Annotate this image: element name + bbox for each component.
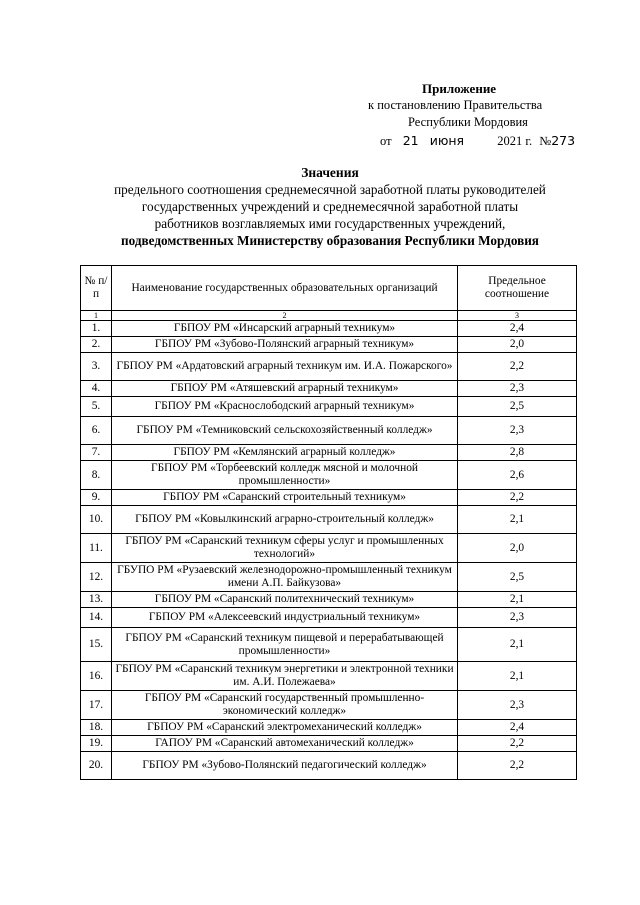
row-number: 20.	[81, 752, 112, 780]
table-row	[81, 720, 577, 736]
row-organization: ГБПОУ РМ «Саранский техникум энергетики и электронной техники им. А.И. Полежаева»	[112, 662, 458, 691]
date-prefix: от	[380, 134, 392, 148]
row-number: 10.	[81, 506, 112, 534]
row-number: 16.	[81, 662, 112, 691]
table-row	[81, 490, 577, 506]
table-row	[81, 397, 577, 417]
col-index-3: 3	[458, 311, 577, 321]
row-ratio: 2,2	[458, 752, 577, 780]
appendix-title: Приложение	[422, 81, 497, 96]
row-organization: ГБПОУ РМ «Темниковский сельскохозяйственный колледж»	[112, 417, 458, 445]
table-row	[81, 662, 577, 691]
row-number: 13.	[81, 592, 112, 608]
table-row	[81, 353, 577, 381]
row-ratio: 2,3	[458, 381, 577, 397]
row-ratio: 2,8	[458, 445, 577, 461]
row-organization: ГБПОУ РМ «Зубово-Полянский аграрный техникум»	[112, 337, 458, 353]
table-row	[81, 608, 577, 628]
row-organization: ГБПОУ РМ «Инсарский аграрный техникум»	[112, 321, 458, 337]
decree-month: июня	[429, 133, 465, 148]
row-ratio: 2,4	[458, 720, 577, 736]
row-organization: ГБПОУ РМ «Ковылкинский аграрно-строительный колледж»	[112, 506, 458, 534]
column-index-row	[81, 311, 577, 321]
appendix-line-2: Республики Мордовия	[408, 115, 528, 129]
row-ratio: 2,5	[458, 397, 577, 417]
decree-date-line	[362, 132, 612, 150]
row-ratio: 2,3	[458, 417, 577, 445]
table-row	[81, 592, 577, 608]
row-organization: ГБПОУ РМ «Саранский электромеханический колледж»	[112, 720, 458, 736]
decree-year: 2021 г.	[497, 134, 533, 148]
row-ratio: 2,1	[458, 506, 577, 534]
row-ratio: 2,1	[458, 592, 577, 608]
header-ratio: Предельное соотношение	[458, 266, 577, 311]
row-organization: ГБПОУ РМ «Саранский техникум сферы услуг и промышленных технологий»	[112, 534, 458, 563]
row-number: 1.	[81, 321, 112, 337]
row-number: 14.	[81, 608, 112, 628]
row-number: 6.	[81, 417, 112, 445]
header-organization: Наименование государственных образовательных организаций	[112, 266, 458, 311]
table-row	[81, 417, 577, 445]
heading-title: Значения	[301, 165, 359, 180]
decree-number: 273	[551, 133, 576, 148]
table-row	[81, 628, 577, 662]
table-header-row	[81, 266, 577, 311]
row-organization: ГБПОУ РМ «Саранский строительный техникум»	[112, 490, 458, 506]
row-organization: ГБУПО РМ «Рузаевский железнодорожно-промышленный техникум имени А.П. Байкузова»	[112, 563, 458, 592]
row-ratio: 2,2	[458, 353, 577, 381]
table-row	[81, 534, 577, 563]
row-number: 18.	[81, 720, 112, 736]
row-number: 4.	[81, 381, 112, 397]
table-row	[81, 461, 577, 490]
row-organization: ГБПОУ РМ «Саранский государственный промышленно-экономический колледж»	[112, 691, 458, 720]
row-ratio: 2,2	[458, 490, 577, 506]
row-ratio: 2,2	[458, 736, 577, 752]
table-row	[81, 563, 577, 592]
row-number: 5.	[81, 397, 112, 417]
row-organization: ГАПОУ РМ «Саранский автомеханический колледж»	[112, 736, 458, 752]
row-ratio: 2,5	[458, 563, 577, 592]
row-ratio: 2,3	[458, 608, 577, 628]
row-number: 11.	[81, 534, 112, 563]
row-number: 2.	[81, 337, 112, 353]
number-sign: №	[539, 134, 552, 148]
appendix-block	[362, 80, 612, 150]
row-ratio: 2,3	[458, 691, 577, 720]
row-number: 9.	[81, 490, 112, 506]
row-ratio: 2,6	[458, 461, 577, 490]
heading-line-3: работников возглавляемых ими государственных учреждений,	[154, 216, 506, 231]
decree-day: 21	[402, 133, 419, 148]
table-row	[81, 321, 577, 337]
row-number: 7.	[81, 445, 112, 461]
heading-line-2: государственных учреждений и среднемесячной заработной платы	[141, 199, 519, 214]
row-organization: ГБПОУ РМ «Саранский политехнический техникум»	[112, 592, 458, 608]
ratios-table	[80, 265, 577, 780]
table-row	[81, 752, 577, 780]
document-heading	[60, 164, 600, 249]
row-ratio: 2,4	[458, 321, 577, 337]
row-number: 17.	[81, 691, 112, 720]
row-organization: ГБПОУ РМ «Краснослободский аграрный техникум»	[112, 397, 458, 417]
row-ratio: 2,0	[458, 337, 577, 353]
table-row	[81, 445, 577, 461]
table-row	[81, 691, 577, 720]
heading-line-1: предельного соотношения среднемесячной заработной платы руководителей	[114, 182, 546, 197]
row-organization: ГБПОУ РМ «Кемлянский аграрный колледж»	[112, 445, 458, 461]
row-number: 15.	[81, 628, 112, 662]
row-organization: ГБПОУ РМ «Зубово-Полянский педагогический колледж»	[112, 752, 458, 780]
col-index-1: 1	[81, 311, 112, 321]
heading-line-4: подведомственных Министерству образования Республики Мордовия	[121, 233, 539, 248]
header-number: № п/п	[81, 266, 112, 311]
row-organization: ГБПОУ РМ «Саранский техникум пищевой и перерабатывающей промышленности»	[112, 628, 458, 662]
table-row	[81, 381, 577, 397]
row-number: 8.	[81, 461, 112, 490]
table-row	[81, 736, 577, 752]
row-organization: ГБПОУ РМ «Торбеевский колледж мясной и молочной промышленности»	[112, 461, 458, 490]
row-ratio: 2,1	[458, 662, 577, 691]
appendix-line-1: к постановлению Правительства	[368, 98, 543, 112]
row-number: 12.	[81, 563, 112, 592]
table-row	[81, 337, 577, 353]
row-number: 19.	[81, 736, 112, 752]
row-ratio: 2,0	[458, 534, 577, 563]
col-index-2: 2	[112, 311, 458, 321]
row-organization: ГБПОУ РМ «Ардатовский аграрный техникум им. И.А. Пожарского»	[112, 353, 458, 381]
table-row	[81, 506, 577, 534]
row-organization: ГБПОУ РМ «Атяшевский аграрный техникум»	[112, 381, 458, 397]
row-ratio: 2,1	[458, 628, 577, 662]
row-number: 3.	[81, 353, 112, 381]
row-organization: ГБПОУ РМ «Алексеевский индустриальный техникум»	[112, 608, 458, 628]
